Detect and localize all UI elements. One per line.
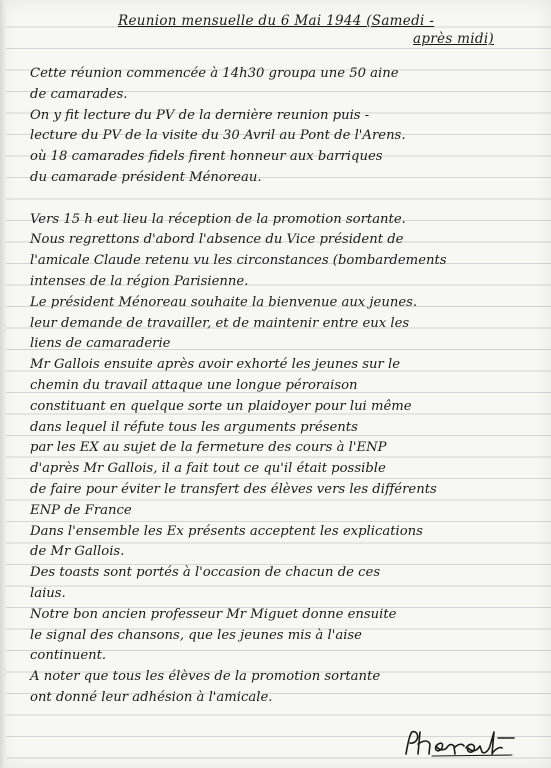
text-line: Dans l'ensemble les Ex présents acceptent les explications <box>30 523 423 539</box>
text-line: où 18 camarades fidels firent honneur aux barriques <box>30 149 383 165</box>
text-line: Cette réunion commencée à 14h30 groupa une 50 aine <box>30 66 399 81</box>
text-line: constituant en quelque sorte un plaidoyer pour lui même <box>30 398 412 414</box>
text-line: du camarade président Ménoreau. <box>30 169 262 185</box>
text-line: continuent. <box>30 648 107 664</box>
text-line: On y fit lecture du PV de la dernière reunion puis - <box>30 107 370 123</box>
text-line: par les EX au sujet de la fermeture des cours à l'ENP <box>30 440 387 456</box>
text-line: de faire pour éviter le transfert des élèves vers les différents <box>30 481 437 497</box>
text-line: intenses de la région Parisienne. <box>30 273 249 289</box>
page-title <box>118 12 538 48</box>
text-line: Mr Gallois ensuite après avoir exhorté les jeunes sur le <box>30 357 401 373</box>
text-line: laius. <box>30 585 66 601</box>
text-line: l'amicale Claude retenu vu les circonstances (bombardements <box>30 253 447 269</box>
handwritten-body <box>30 64 530 709</box>
text-line: ont donné leur adhésion à l'amicale. <box>30 689 273 705</box>
text-line: lecture du PV de la visite du 30 Avril au Pont de l'Arens. <box>30 128 406 144</box>
text-line: le signal des chansons, que les jeunes mis à l'aise <box>30 627 362 643</box>
text-line: Vers 15 h eut lieu la réception de la promotion sortante. <box>30 211 406 227</box>
text-line: Notre bon ancien professeur Mr Miguet donne ensuite <box>30 606 397 622</box>
text-line: de camarades. <box>30 86 128 102</box>
text-line: liens de camaraderie <box>30 336 171 352</box>
text-line: Le président Ménoreau souhaite la bienvenue aux jeunes. <box>30 294 418 310</box>
text-line: Des toasts sont portés à l'occasion de chacun de ces <box>30 565 381 581</box>
text-line: chemin du travail attaque une longue péroraison <box>30 377 358 393</box>
text-line: d'après Mr Gallois, il a fait tout ce qu'il était possible <box>30 461 386 477</box>
signature-scribble <box>402 728 522 758</box>
title-line-1: Reunion mensuelle du 6 Mai 1944 (Samedi - <box>118 13 435 29</box>
signature <box>402 728 522 758</box>
text-line: dans lequel il réfute tous les arguments présents <box>30 419 358 435</box>
text-line: leur demande de travailler, et de maintenir entre eux les <box>30 315 410 331</box>
page-edge-shadow <box>0 0 6 768</box>
text-line: A noter que tous les élèves de la promotion sortante <box>30 669 381 685</box>
text-line: ENP de France <box>30 502 132 518</box>
title-line-2: après midi) <box>413 31 494 47</box>
paragraph-gap <box>30 189 530 210</box>
text-line: Nous regrettons d'abord l'absence du Vice président de <box>30 232 404 248</box>
text-line: de Mr Gallois. <box>30 544 125 560</box>
